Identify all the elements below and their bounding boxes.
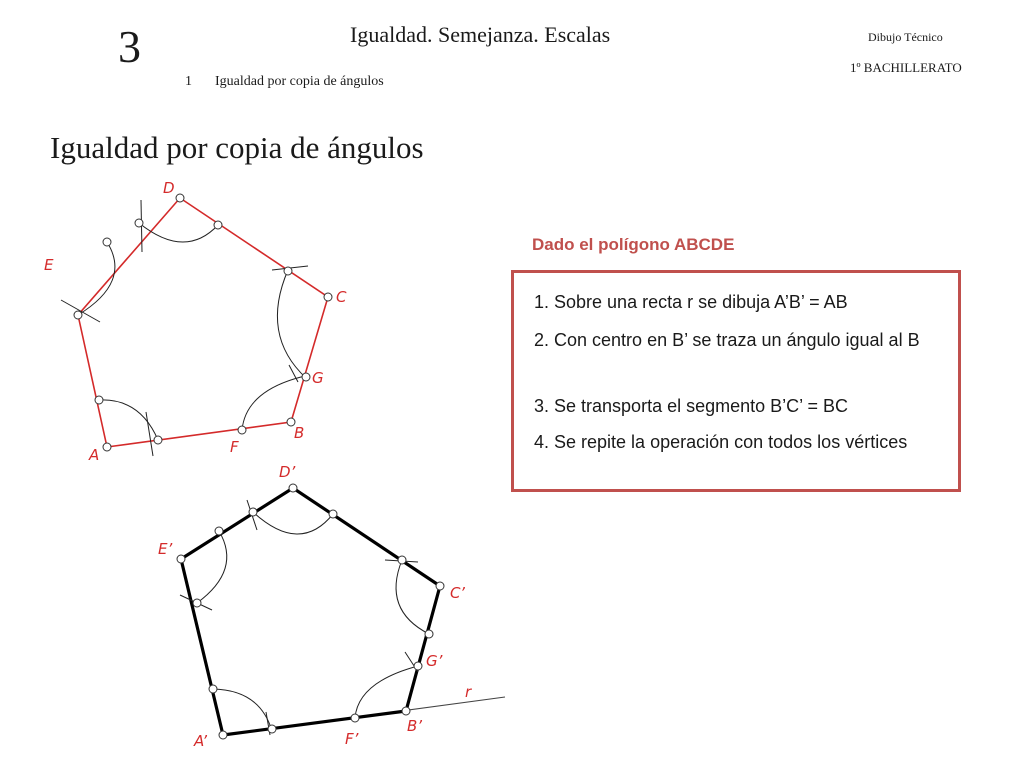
label-d: D bbox=[163, 179, 175, 197]
label-c-prime: C’ bbox=[450, 584, 465, 602]
step-3: 3. Se transporta el segmento B’C’ = BC bbox=[534, 396, 848, 416]
step-4: 4. Se repite la operación con todos los vértices bbox=[534, 432, 908, 452]
original-arcs bbox=[61, 200, 308, 456]
label-r: r bbox=[465, 683, 472, 701]
label-g: G bbox=[312, 369, 324, 387]
label-f: F bbox=[230, 438, 239, 456]
label-e: E bbox=[44, 256, 54, 274]
section-number: 1 bbox=[185, 74, 192, 89]
step-2: 2. Con centro en B’ se traza un ángulo igual al B bbox=[534, 330, 920, 350]
label-b: B bbox=[294, 424, 305, 442]
given-statement: Dado el polígono ABCDE bbox=[532, 235, 735, 254]
label-a-prime: A’ bbox=[194, 732, 208, 750]
original-pentagon bbox=[78, 198, 328, 447]
page-title: Igualdad por copia de ángulos bbox=[50, 130, 424, 165]
original-labels bbox=[44, 179, 347, 464]
copy-points bbox=[177, 484, 444, 739]
label-a: A bbox=[89, 446, 100, 464]
label-e-prime: E’ bbox=[158, 540, 173, 558]
steps-box bbox=[511, 270, 961, 492]
section-label: Igualdad por copia de ángulos bbox=[215, 74, 384, 89]
label-d-prime: D’ bbox=[279, 463, 296, 481]
unit-title: Igualdad. Semejanza. Escalas bbox=[350, 22, 611, 47]
copy-pentagon bbox=[181, 488, 440, 735]
subject-label: Dibujo Técnico bbox=[868, 30, 943, 44]
step-1: 1. Sobre una recta r se dibuja A’B’ = AB bbox=[534, 292, 848, 312]
label-c: C bbox=[336, 288, 347, 306]
course-label: 1º BACHILLERATO bbox=[850, 60, 962, 75]
label-g-prime: G’ bbox=[426, 652, 443, 670]
unit-number: 3 bbox=[118, 21, 141, 72]
label-b-prime: B’ bbox=[407, 717, 423, 735]
label-f-prime: F’ bbox=[345, 730, 359, 748]
